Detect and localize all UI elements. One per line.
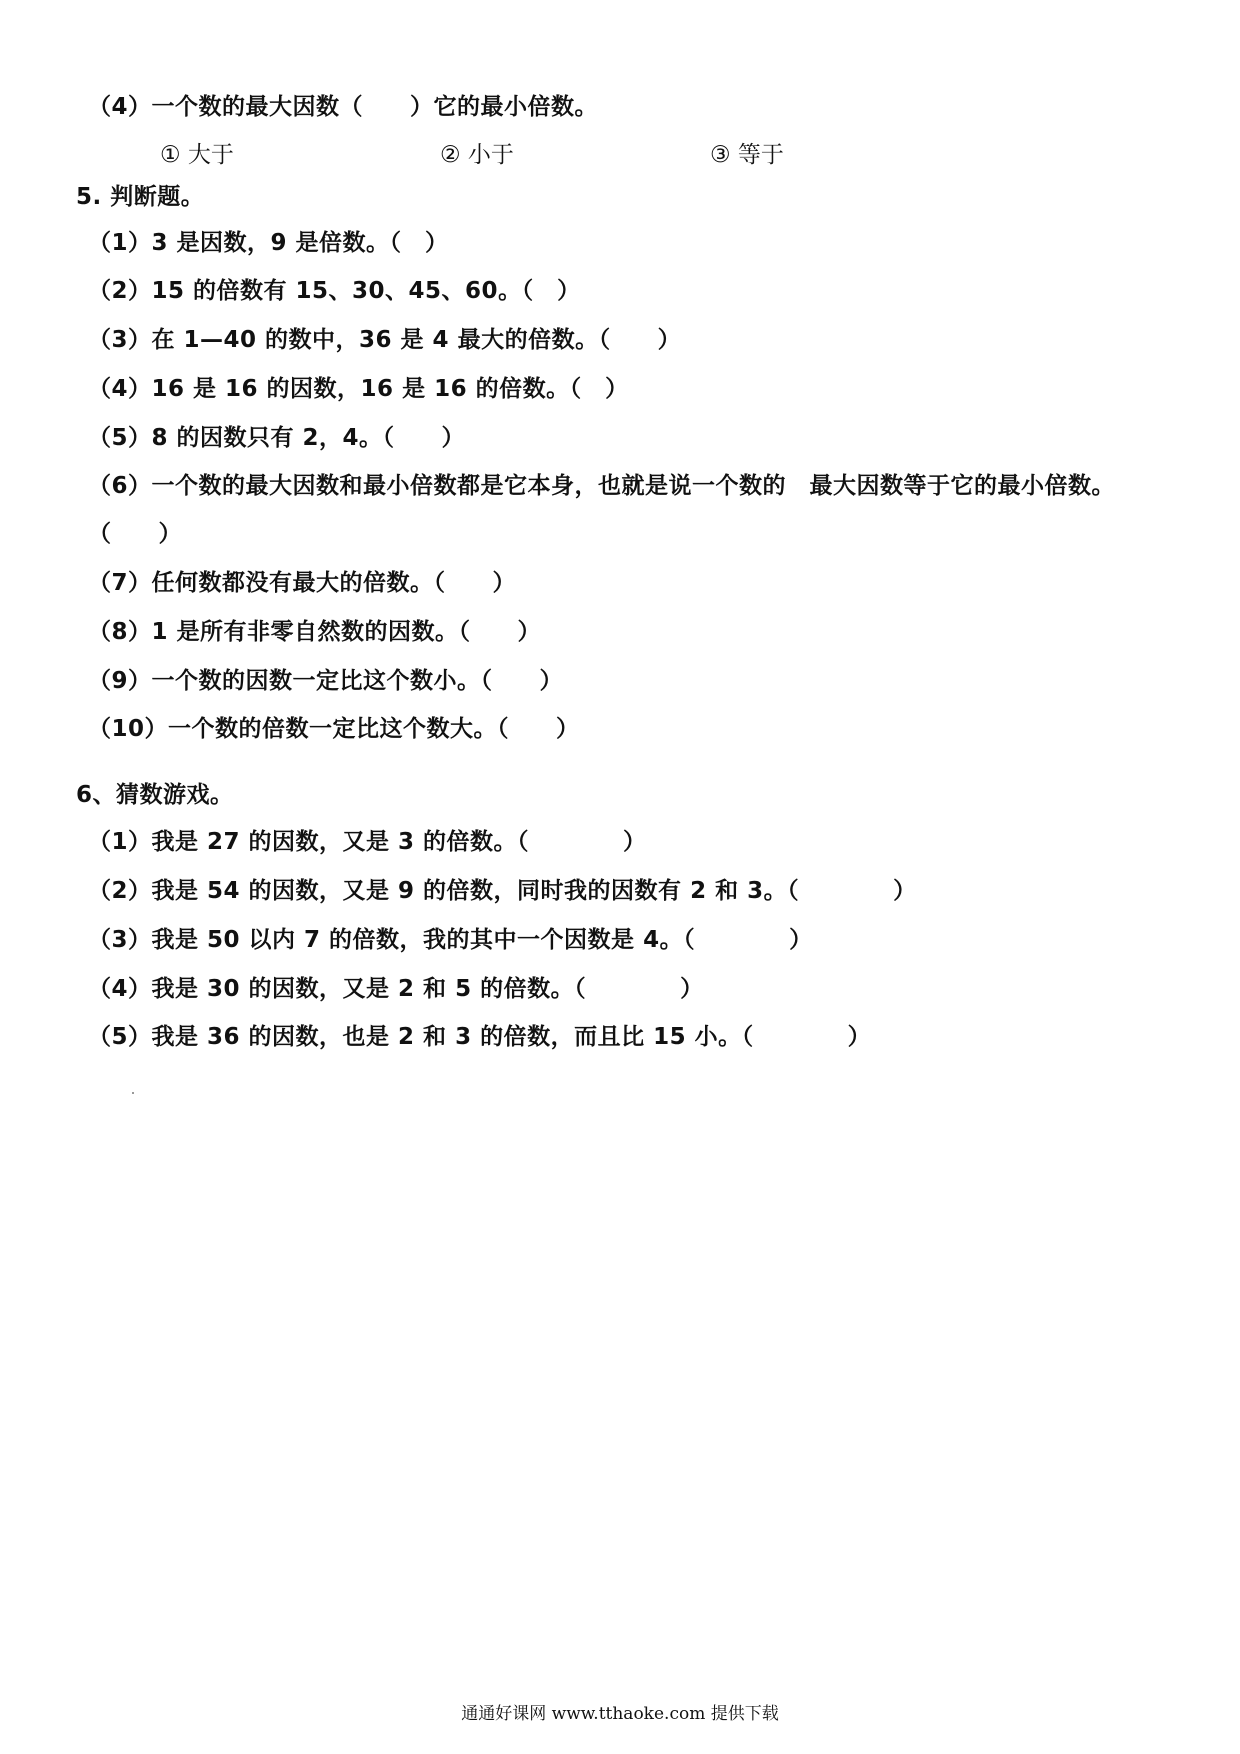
question-6-5 bbox=[88, 1022, 871, 1052]
question-6-2 bbox=[88, 876, 917, 906]
question-4-4 bbox=[88, 92, 598, 122]
question-text: 我是 50 以内 7 的倍数，我的其中一个因数是 4。（ ） bbox=[151, 927, 813, 953]
question-text: 在 1—40 的数中，36 是 4 最大的倍数。（ ） bbox=[151, 327, 682, 353]
question-text: 我是 54 的因数，又是 9 的倍数，同时我的因数有 2 和 3。（ ） bbox=[151, 878, 917, 904]
question-5-5 bbox=[88, 423, 465, 453]
question-6-1 bbox=[88, 827, 647, 857]
question-5-10 bbox=[88, 714, 580, 744]
question-text: 任何数都没有最大的倍数。（ ） bbox=[151, 570, 517, 596]
question-number: （2） bbox=[88, 878, 152, 904]
choice-option-3: ③ 等于 bbox=[710, 142, 784, 168]
question-number: （4） bbox=[88, 94, 152, 120]
question-text: 8 的因数只有 2，4。（ ） bbox=[151, 425, 466, 451]
question-text: 15 的倍数有 15、30、45、60。（ ） bbox=[151, 278, 581, 304]
question-text: 一个数的倍数一定比这个数大。（ ） bbox=[168, 716, 580, 742]
question-number: （2） bbox=[88, 278, 152, 304]
question-6-3 bbox=[88, 925, 813, 955]
question-number: （5） bbox=[88, 1024, 152, 1050]
question-text: 我是 30 的因数，又是 2 和 5 的倍数。（ ） bbox=[151, 976, 704, 1002]
question-number: （4） bbox=[88, 376, 152, 402]
question-number: （4） bbox=[88, 976, 152, 1002]
choice-option-1: ① 大于 bbox=[160, 142, 234, 168]
question-5-2 bbox=[88, 276, 581, 306]
question-number: （1） bbox=[88, 829, 152, 855]
question-text: 我是 36 的因数，也是 2 和 3 的倍数，而且比 15 小。（ ） bbox=[151, 1024, 872, 1050]
question-number: （5） bbox=[88, 425, 152, 451]
question-5-6 bbox=[88, 471, 1115, 501]
question-5-7 bbox=[88, 568, 516, 598]
scan-speck bbox=[132, 1092, 134, 1094]
question-5-8 bbox=[88, 617, 541, 647]
question-6-4 bbox=[88, 974, 704, 1004]
question-number: （9） bbox=[88, 668, 152, 694]
question-number: （1） bbox=[88, 230, 152, 256]
question-number: （3） bbox=[88, 927, 152, 953]
question-number: （10） bbox=[88, 716, 169, 742]
question-5-1 bbox=[88, 228, 449, 258]
choice-option-2: ② 小于 bbox=[440, 142, 514, 168]
question-number: （8） bbox=[88, 619, 152, 645]
question-text: 一个数的最大因数（ ）它的最小倍数。 bbox=[151, 94, 599, 120]
section-heading-true-false: 5. 判断题。 bbox=[76, 184, 205, 210]
question-5-3 bbox=[88, 325, 681, 355]
question-5-6-answer: （ ） bbox=[88, 521, 182, 547]
question-number: （7） bbox=[88, 570, 152, 596]
question-text: 一个数的最大因数和最小倍数都是它本身，也就是说一个数的 最大因数等于它的最小倍数。 bbox=[151, 473, 1116, 499]
footer-source: 通通好课网 www.tthaoke.com 提供下载 bbox=[461, 1704, 779, 1724]
question-text: 3 是因数，9 是倍数。（ ） bbox=[151, 230, 449, 256]
question-5-4 bbox=[88, 374, 629, 404]
question-number: （3） bbox=[88, 327, 152, 353]
section-heading-guess-number: 6、猜数游戏。 bbox=[76, 782, 234, 808]
question-number: （6） bbox=[88, 473, 152, 499]
question-5-9 bbox=[88, 666, 563, 696]
question-text: 我是 27 的因数，又是 3 的倍数。（ ） bbox=[151, 829, 647, 855]
question-text: 1 是所有非零自然数的因数。（ ） bbox=[151, 619, 542, 645]
question-text: 一个数的因数一定比这个数小。（ ） bbox=[151, 668, 564, 694]
question-text: 16 是 16 的因数，16 是 16 的倍数。（ ） bbox=[151, 376, 629, 402]
